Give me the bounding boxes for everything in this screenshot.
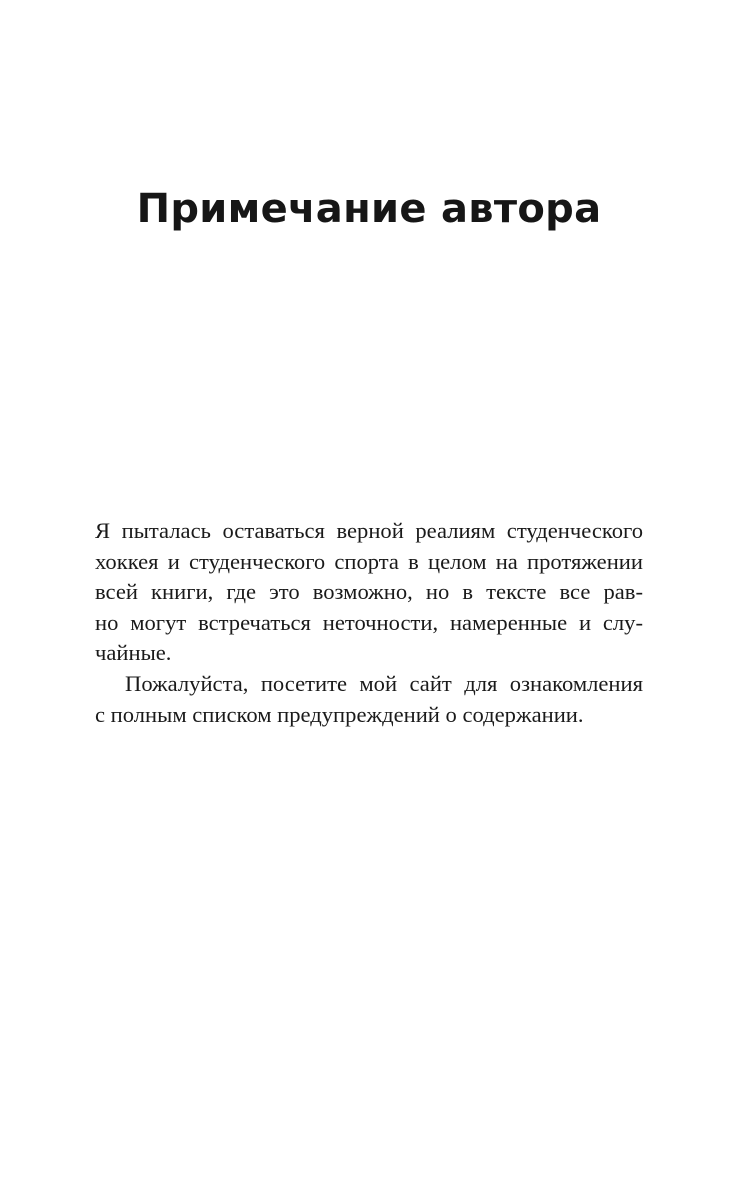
page-title: Примечание автора (136, 186, 602, 232)
text-line: но могут встречаться неточности, намеренные и слу- (95, 609, 643, 635)
paragraph-2 (95, 669, 643, 730)
text-line: чайные. (95, 640, 172, 666)
author-note-text (95, 516, 643, 730)
text-line: с полным списком предупреждений о содержании. (95, 701, 584, 727)
text-line: всей книги, где это возможно, но в тексте все рав- (95, 579, 643, 605)
text-line: хоккея и студенческого спорта в целом на протяжении (95, 548, 643, 574)
paragraph-1 (95, 516, 643, 669)
text-line: Пожалуйста, посетите мой сайт для ознакомления (125, 670, 643, 696)
text-line: Я пыталась оставаться верной реалиям студенческого (95, 518, 643, 543)
